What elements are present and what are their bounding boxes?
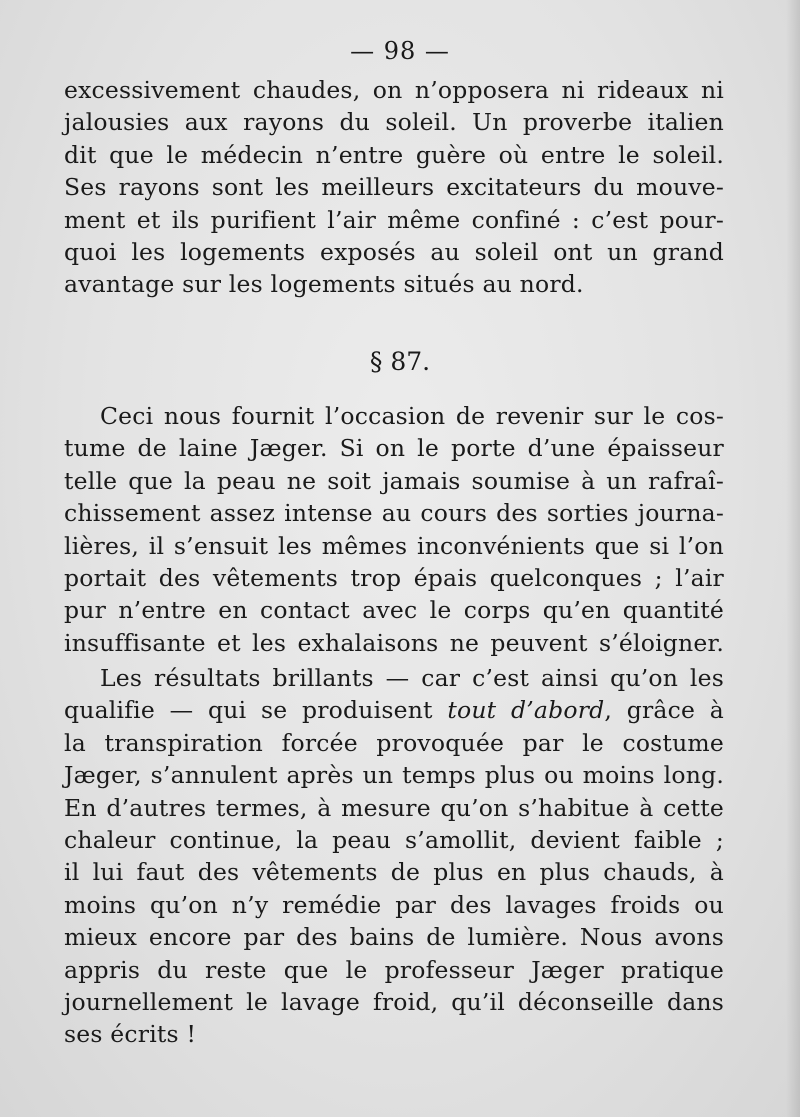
text-line: ment et ils purifient l’air même confiné : c’est pour- [64, 205, 724, 234]
text-line: moins qu’on n’y remédie par des lavages froids ou [64, 890, 724, 919]
text-line: chaleur continue, la peau s’amollit, devient faible ; [64, 826, 724, 855]
text-line: dit que le médecin n’entre guère où entre le soleil. [64, 140, 724, 169]
text-line: tume de laine Jæger. Si on le porte d’une épaisseur [64, 434, 724, 463]
text-segment: qualifie — qui se produisent [64, 696, 433, 725]
page-number: — 98 — [350, 37, 450, 65]
text-line: mieux encore par des bains de lumière. Nous avons [64, 923, 724, 952]
text-line: En d’autres termes, à mesure qu’on s’habitue à cette [64, 793, 724, 822]
text-line: excessivement chaudes, on n’opposera ni rideaux ni [64, 76, 724, 104]
section-heading: § 87. [369, 347, 431, 376]
text-segment: , grâce à [604, 696, 724, 725]
text-line: il lui faut des vêtements de plus en plus chauds, à [64, 858, 724, 887]
text-line: ses écrits ! [64, 1020, 197, 1049]
paragraph-3 [64, 662, 724, 1051]
text-line: appris du reste que le professeur Jæger pratique [64, 955, 724, 984]
text-line: telle que la peau ne soit jamais soumise à un rafraî- [64, 466, 724, 495]
text-line: pur n’entre en contact avec le corps qu’en quantité [64, 596, 724, 625]
text-line: lières, il s’ensuit les mêmes inconvénients que si l’on [64, 531, 724, 560]
text-line: Ceci nous fournit l’occasion de revenir sur le cos- [100, 402, 724, 430]
text-line: portait des vêtements trop épais quelconques ; l’air [64, 564, 724, 593]
text-line-mixed [64, 694, 724, 726]
text-line: la transpiration forcée provoquée par le costume [64, 728, 724, 757]
text-line: quoi les logements exposés au soleil ont un grand [64, 238, 724, 267]
text-line: Jæger, s’annulent après un temps plus ou moins long. [64, 761, 724, 790]
text-line: insuffisante et les exhalaisons ne peuvent s’éloigner. [64, 628, 724, 657]
paragraph-1 [64, 74, 724, 301]
paragraph-2 [64, 400, 724, 659]
text-line: jalousies aux rayons du soleil. Un proverbe italien [64, 108, 724, 137]
italic-phrase: tout d’abord [447, 696, 605, 725]
text-line: Les résultats brillants — car c’est ainsi qu’on les [100, 664, 724, 692]
text-line: journellement le lavage froid, qu’il déconseille dans [64, 988, 724, 1017]
text-line: chissement assez intense au cours des sorties journa- [64, 499, 724, 528]
text-line: Ses rayons sont les meilleurs excitateurs du mouve- [64, 173, 724, 202]
text-line: avantage sur les logements situés au nord. [64, 270, 584, 299]
